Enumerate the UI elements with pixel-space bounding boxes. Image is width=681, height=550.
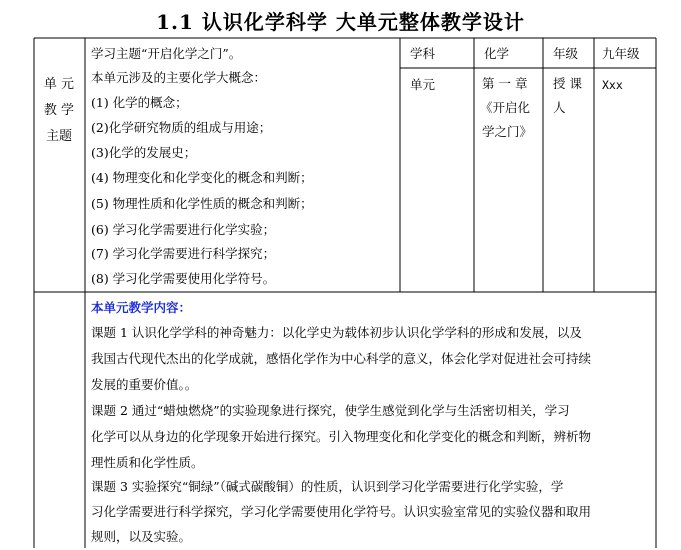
grade-value: 九年级 [602, 46, 640, 61]
list-item: (2)化学研究物质的组成与用途； [91, 120, 272, 135]
lesson-line: 课题 3 实验探究“铜绿”（碱式碳酸铜）的性质，认识到学习化学需要进行化学实验，学 [91, 479, 564, 494]
unit-label-line: 教 学 [43, 103, 75, 118]
teacher-value: Xxx [602, 78, 623, 92]
list-item: (6) 学习化学需要进行化学实验； [91, 222, 276, 237]
lesson-line: 课题 2 通过“蜡烛燃烧”的实验现象进行探究，使学生感觉到化学与生活密切相关，学习 [91, 403, 570, 418]
unit-label-line: 单 元 [43, 77, 75, 92]
list-item: (4) 物理变化和化学变化的概念和判断； [91, 170, 313, 185]
lesson-line: 化学可以从身边的化学现象开始进行探究。引入物理变化和化学变化的概念和判断，辨析物 [91, 429, 592, 444]
subject-value: 化学 [484, 46, 510, 61]
chapter-line: 第 一 章 [482, 76, 528, 91]
lesson-line: 理性质和化学性质。 [91, 455, 204, 470]
list-item: (7) 学习化学需要进行科学探究； [91, 246, 276, 261]
page-title: 1.1 认识化学科学 大单元整体教学设计 [156, 10, 525, 34]
list-item: (3)化学的发展史； [91, 145, 197, 160]
list-item: (8) 学习化学需要使用化学符号。 [91, 271, 276, 286]
grade-header: 年级 [553, 46, 579, 61]
subject-header: 学科 [410, 46, 436, 61]
chapter-line: 学之门》 [482, 124, 533, 139]
lesson-line: 规则，以及实验。 [91, 529, 192, 544]
teacher-label-line: 人 [553, 100, 566, 115]
content-heading: 本单元教学内容： [91, 300, 192, 315]
lesson-line: 我国古代现代杰出的化学成就，感悟化学作为中心科学的意义，体会化学对促进社会可持续 [91, 351, 592, 366]
lesson-line: 习化学需要进行科学探究，学习化学需要使用化学符号。认识实验室常见的实验仪器和取用 [91, 504, 592, 519]
list-item: (5) 物理性质和化学性质的概念和判断； [91, 196, 313, 211]
list-item: (1) 化学的概念； [91, 95, 188, 110]
theme-line: 学习主题“开启化学之门”。 [91, 46, 242, 61]
chapter-line: 《开启化 [480, 100, 531, 115]
concepts-intro: 本单元涉及的主要化学大概念： [91, 70, 267, 85]
unit-header: 单元 [410, 77, 436, 92]
lesson-line: 课题 1 认识化学学科的神奇魅力：以化学史为载体初步认识化学学科的形成和发展，以及 [91, 325, 582, 340]
unit-label-line: 主题 [45, 129, 72, 144]
lesson-line: 发展的重要价值。。 [91, 377, 198, 392]
teacher-label-line: 授 课 [553, 76, 582, 91]
